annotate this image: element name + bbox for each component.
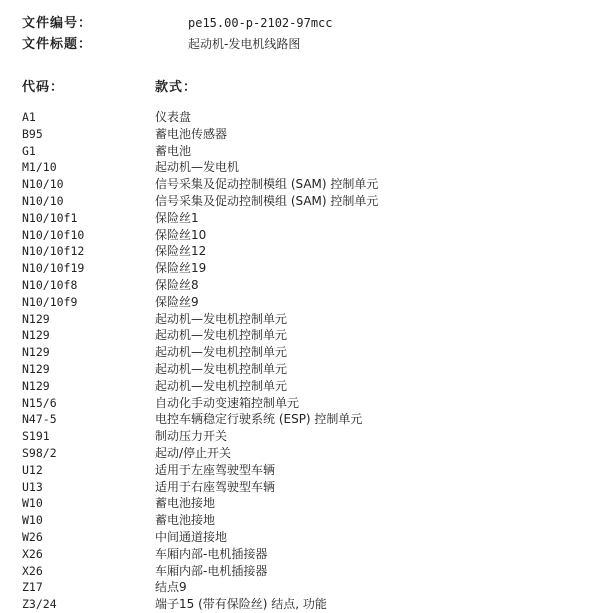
component-code: N129 <box>22 378 50 393</box>
component-code: N129 <box>22 328 50 343</box>
table-row <box>0 277 604 294</box>
component-model: 蓄电池传感器 <box>155 126 228 141</box>
component-model: 保险丝12 <box>155 244 207 259</box>
component-code: N10/10f8 <box>22 277 78 292</box>
component-model: 保险丝1 <box>155 210 199 225</box>
table-row <box>0 563 604 580</box>
component-code: N10/10f1 <box>22 210 78 225</box>
table-row <box>0 411 604 428</box>
table-row <box>0 462 604 479</box>
table-row <box>0 546 604 563</box>
component-code: X26 <box>22 563 43 578</box>
document-number-value: pe15.00-p-2102-97mcc <box>188 16 333 30</box>
component-model: 蓄电池 <box>155 143 192 158</box>
table-row <box>0 109 604 126</box>
component-model: 结点9 <box>155 580 187 595</box>
table-row <box>0 311 604 328</box>
component-model: 仪表盘 <box>155 110 192 124</box>
component-code: S98/2 <box>22 445 57 460</box>
document-title-label: 文件标题： <box>22 37 93 52</box>
component-model: 保险丝8 <box>155 277 199 292</box>
component-code: N10/10f9 <box>22 294 78 309</box>
document-title-value: 起动机-发电机线路图 <box>188 37 301 51</box>
component-model: 车厢内部-电机插接器 <box>155 563 268 578</box>
table-row <box>0 176 604 193</box>
component-model: 起动机—发电机控制单元 <box>155 345 288 360</box>
table-row <box>0 579 604 596</box>
table-row <box>0 143 604 160</box>
component-code: W10 <box>22 513 43 528</box>
component-model: 蓄电池接地 <box>155 513 216 528</box>
component-model: 自动化手动变速箱控制单元 <box>155 395 300 410</box>
table-row <box>0 495 604 512</box>
component-model: 适用于右座驾驶型车辆 <box>155 479 276 494</box>
component-model: 起动机—发电机 <box>155 160 240 175</box>
component-code: A1 <box>22 110 36 124</box>
component-model: 车厢内部-电机插接器 <box>155 546 268 561</box>
component-code: X26 <box>22 546 43 561</box>
component-code: Z17 <box>22 580 43 595</box>
component-model: 起动机—发电机控制单元 <box>155 311 288 326</box>
component-code: U12 <box>22 462 43 477</box>
component-model: 保险丝9 <box>155 294 199 309</box>
table-row <box>0 193 604 210</box>
code-column-header: 代码： <box>22 80 65 95</box>
table-row <box>0 479 604 496</box>
component-model: 起动机—发电机控制单元 <box>155 378 288 393</box>
component-code: N129 <box>22 345 50 360</box>
component-model: 保险丝19 <box>155 261 207 276</box>
component-model: 起动/停止开关 <box>155 445 232 460</box>
table-row <box>0 159 604 176</box>
component-code: W10 <box>22 496 43 511</box>
component-model: 起动机—发电机控制单元 <box>155 328 288 343</box>
component-code: N15/6 <box>22 395 57 410</box>
table-row <box>0 294 604 311</box>
component-code: M1/10 <box>22 160 57 175</box>
component-code: N129 <box>22 361 50 376</box>
table-row <box>0 596 604 613</box>
component-code: N129 <box>22 311 50 326</box>
component-code: N10/10f19 <box>22 261 85 276</box>
component-code: N10/10f12 <box>22 244 85 259</box>
component-code: N47-5 <box>22 412 57 427</box>
table-row <box>0 227 604 244</box>
component-code: Z3/24 <box>22 597 57 612</box>
table-row <box>0 361 604 378</box>
component-code: U13 <box>22 479 43 494</box>
component-code: S191 <box>22 429 50 444</box>
component-model: 保险丝10 <box>155 227 207 242</box>
table-row <box>0 243 604 260</box>
component-model: 端子15 (带有保险丝) 结点, 功能 <box>155 597 327 612</box>
component-model: 蓄电池接地 <box>155 496 216 511</box>
document-number-label: 文件编号： <box>22 16 93 31</box>
table-row <box>0 529 604 546</box>
table-row <box>0 445 604 462</box>
table-row <box>0 260 604 277</box>
table-row <box>0 327 604 344</box>
component-model: 信号采集及促动控制模组 (SAM) 控制单元 <box>155 177 379 192</box>
component-model: 起动机—发电机控制单元 <box>155 361 288 376</box>
table-row <box>0 428 604 445</box>
component-code: N10/10f10 <box>22 227 85 242</box>
component-code: G1 <box>22 143 36 158</box>
table-body <box>0 109 604 613</box>
table-row <box>0 378 604 395</box>
table-row <box>0 395 604 412</box>
component-code: N10/10 <box>22 177 64 192</box>
model-column-header: 款式： <box>155 80 198 95</box>
table-row <box>0 126 604 143</box>
component-model: 电控车辆稳定行驶系统 (ESP) 控制单元 <box>155 412 363 427</box>
component-model: 制动压力开关 <box>155 429 228 444</box>
component-code: N10/10 <box>22 193 64 208</box>
component-model: 中间通道接地 <box>155 529 228 544</box>
table-row <box>0 344 604 361</box>
component-code: W26 <box>22 529 43 544</box>
component-model: 适用于左座驾驶型车辆 <box>155 462 276 477</box>
table-row <box>0 512 604 529</box>
component-code: B95 <box>22 126 43 141</box>
component-model: 信号采集及促动控制模组 (SAM) 控制单元 <box>155 193 379 208</box>
table-row <box>0 210 604 227</box>
